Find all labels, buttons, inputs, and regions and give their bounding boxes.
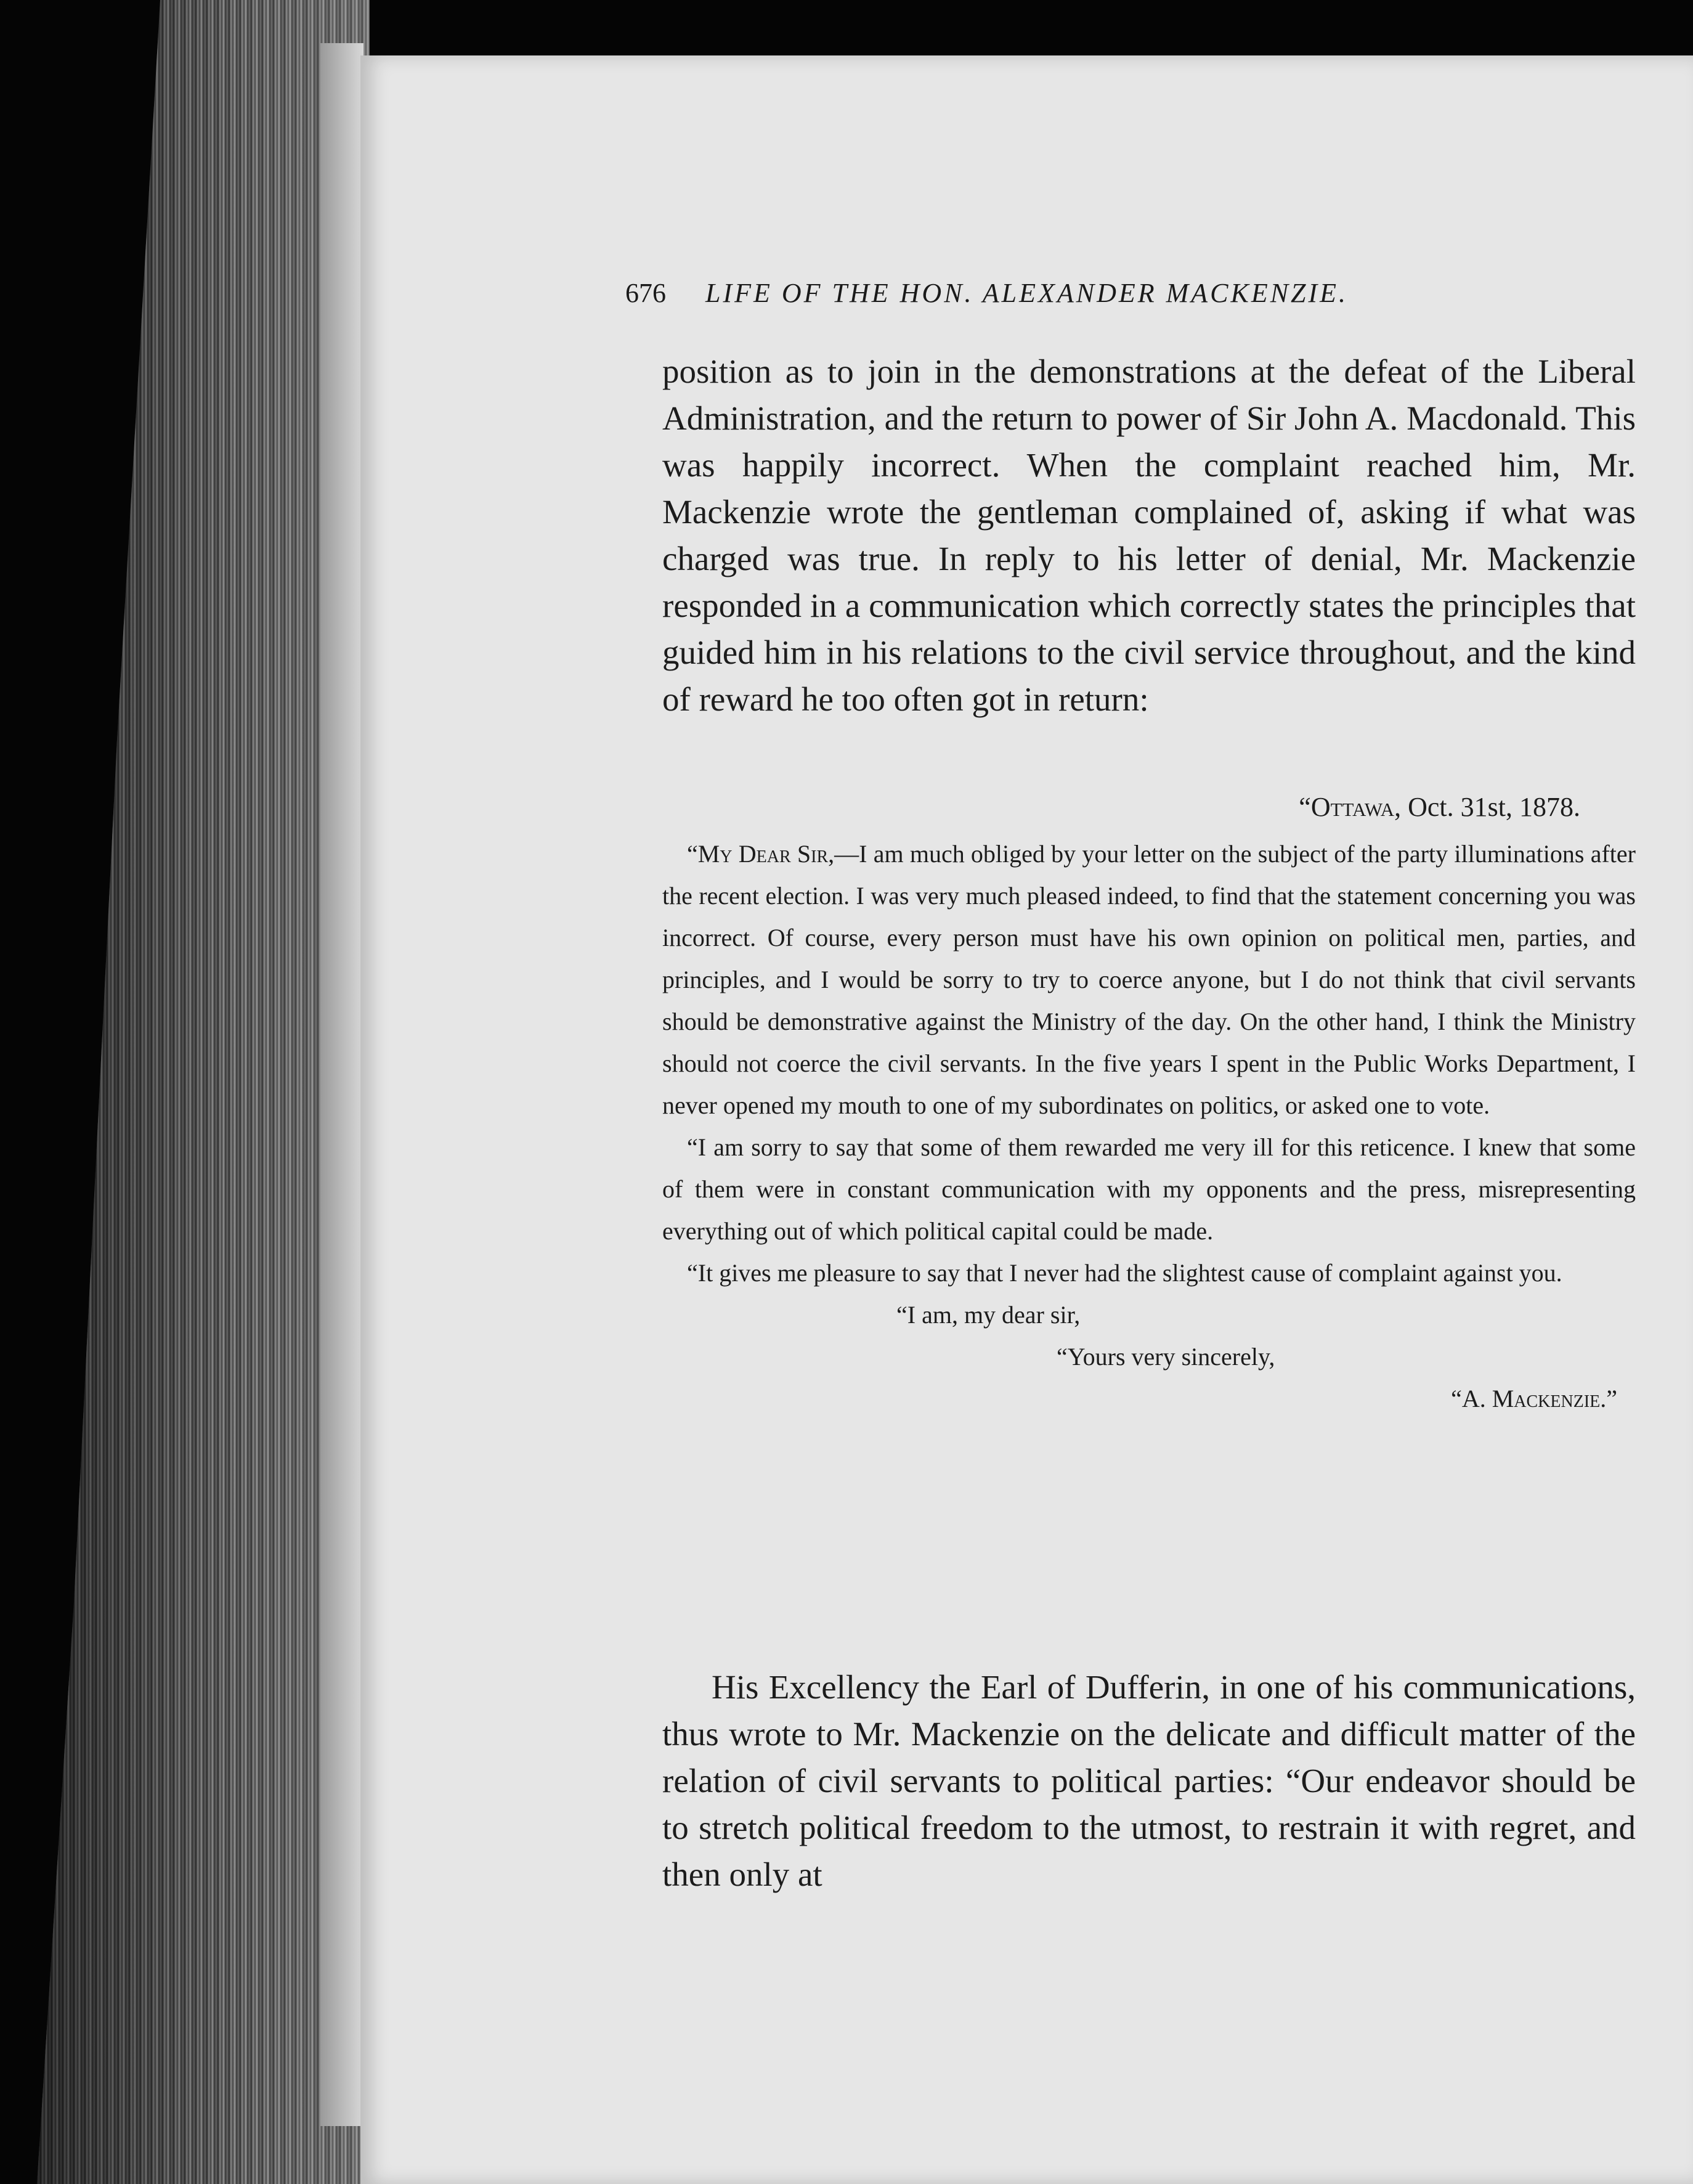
running-head: LIFE OF THE HON. ALEXANDER MACKENZIE. <box>705 278 1349 308</box>
letter-dateline <box>662 789 1636 826</box>
page-number: 676 <box>625 278 666 308</box>
letter-date: Oct. 31st, 1878. <box>1408 792 1580 822</box>
letter-signature: “A. Mackenzie.” <box>1451 1385 1617 1412</box>
letter-paragraph-3: “It gives me pleasure to say that I never had the slightest cause of complaint against you. <box>687 1259 1562 1287</box>
letter-place: “Ottawa, <box>1299 792 1402 822</box>
letter-salutation: “My Dear Sir, <box>687 840 835 868</box>
page-edges-shadow <box>37 0 370 2184</box>
letter-paragraph-1-text: —I am much obliged by your letter on the subject of the party illuminations after the recent election. I was very much pleased indeed, to find that the statement concerning you was incorrect. Of course, every person must have his own opinion on political men, parties, and principles, and I would be sorry to try to coerce anyone, but I do not think that civil servants should be demonstrative against the Ministry of the day. On the other hand, I think the Ministry should not coerce the civil servants. In the five years I spent in the Public Works Department, I never opened my mouth to one of my subordinates on politics, or asked one to vote. <box>662 840 1636 1119</box>
body-text <box>662 348 1636 723</box>
body-paragraph: position as to join in the demonstrations at the defeat of the Liberal Administration, and the return to power of Sir John A. Macdonald. This was happily incorrect. When the complaint reached him, Mr. Mackenzie wrote the gentleman complained of, asking if what was charged was true. In reply to his letter of denial, Mr. Mackenzie responded in a communication which correctly states the principles that guided him in his relations to the civil service throughout, and the kind of reward he too often got in return: <box>662 352 1636 718</box>
letter-paragraph-1 <box>662 833 1636 1127</box>
letter-closing-2: “Yours very sincerely, <box>1057 1343 1275 1371</box>
closing-paragraph: His Excellency the Earl of Dufferin, in one of his communications, thus wrote to Mr. Mackenzie on the delicate and difficult matter of the relation of civil servants to political parties: “Our endeavor should be to stretch political freedom to the utmost, to restrain it with regret, and then only at <box>662 1668 1636 1893</box>
closing-text <box>662 1664 1636 1898</box>
page-gutter <box>320 43 363 2126</box>
letter-paragraph-2: “I am sorry to say that some of them rewarded me very ill for this reticence. I knew that some of them were in constant communication with my opponents and the press, misrepresenting everything out of which political capital could be made. <box>662 1133 1636 1245</box>
letter <box>662 789 1636 1420</box>
page-header <box>625 277 1519 314</box>
letter-closing-1: “I am, my dear sir, <box>896 1301 1081 1329</box>
